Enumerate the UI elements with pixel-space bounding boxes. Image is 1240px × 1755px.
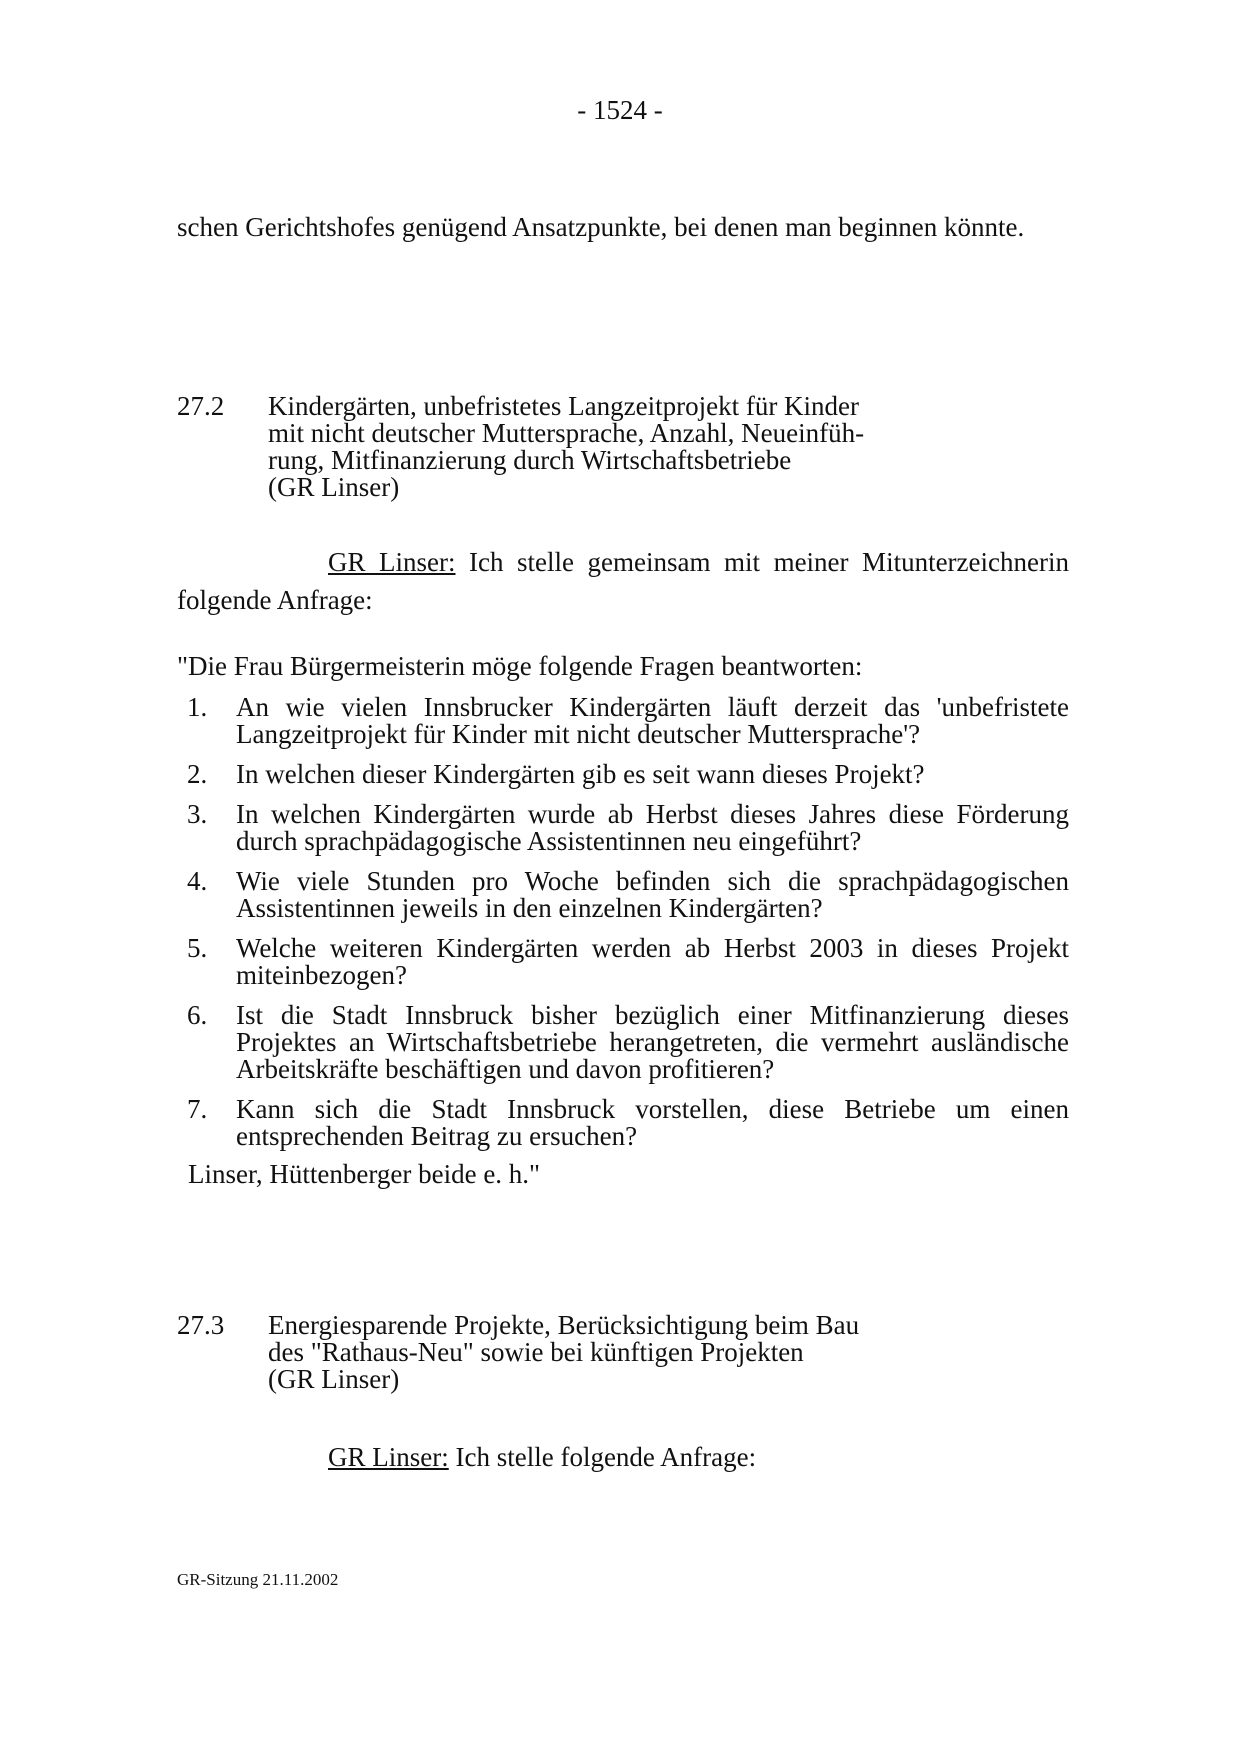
intro-paragraph: schen Gerichtshofes genügend Ansatzpunkte, bei denen man beginnen könnte. xyxy=(177,212,1025,242)
question-list xyxy=(177,694,1069,1163)
question-item xyxy=(177,801,1069,855)
section-27-3-heading xyxy=(177,1312,937,1393)
question-number: 3. xyxy=(187,799,208,829)
section-title xyxy=(268,1312,937,1393)
speaker-name: GR Linser: xyxy=(328,1442,449,1472)
question-text: In welchen Kindergärten wurde ab Herbst dieses Jahres diese Förderung durch sprachpädagogische Assistentinnen neu eingeführt? xyxy=(236,799,1069,856)
page-number: - 1524 - xyxy=(577,95,663,125)
section-title-line: mit nicht deutscher Muttersprache, Anzahl, Neueinfüh- xyxy=(268,418,865,448)
speaker-statement xyxy=(177,543,1069,619)
footer-session-date: GR-Sitzung 21.11.2002 xyxy=(177,1570,339,1589)
question-text: Wie viele Stunden pro Woche befinden sich die sprachpädagogischen Assistentinnen jeweils in den einzelnen Kindergärten? xyxy=(236,866,1069,923)
question-text: In welchen dieser Kindergärten gib es seit wann dieses Projekt? xyxy=(236,759,925,789)
statement-text: Ich stelle folgende Anfrage: xyxy=(448,1442,757,1472)
section-number: 27.3 xyxy=(177,1310,225,1340)
question-number: 4. xyxy=(187,866,208,896)
question-item xyxy=(177,1096,1069,1150)
question-number: 7. xyxy=(187,1094,208,1124)
section-title-line: (GR Linser) xyxy=(268,472,400,502)
section-number: 27.2 xyxy=(177,391,225,421)
section-27-2-heading xyxy=(177,393,937,501)
question-number: 6. xyxy=(187,1000,208,1030)
question-item xyxy=(177,868,1069,922)
question-item xyxy=(177,761,1069,788)
statement-text: Ich stelle gemeinsam mit meiner Mitunterzeichnerin folgende Anfrage: xyxy=(177,547,1069,615)
section-title-line: Kindergärten, unbefristetes Langzeitprojekt für Kinder xyxy=(268,391,860,421)
question-item xyxy=(177,935,1069,989)
question-item xyxy=(177,1002,1069,1083)
question-item xyxy=(177,694,1069,748)
question-text: Kann sich die Stadt Innsbruck vorstellen, diese Betriebe um einen entsprechenden Beitrag zu ersuchen? xyxy=(236,1094,1069,1151)
question-number: 1. xyxy=(187,692,208,722)
question-text: Ist die Stadt Innsbruck bisher bezüglich einer Mitfinanzierung dieses Projektes an Wirtschaftsbetriebe herangetreten, die vermehrt ausländische Arbeitskräfte beschäftigen und davon profitieren? xyxy=(236,1000,1069,1084)
section-title-line: (GR Linser) xyxy=(268,1364,400,1394)
speaker-statement xyxy=(177,1438,1069,1476)
section-title-line: rung, Mitfinanzierung durch Wirtschaftsbetriebe xyxy=(268,445,792,475)
question-intro: "Die Frau Bürgermeisterin möge folgende Fragen beantworten: xyxy=(177,651,863,681)
section-title xyxy=(268,393,937,501)
question-number: 2. xyxy=(187,759,208,789)
question-number: 5. xyxy=(187,933,208,963)
section-title-line: Energiesparende Projekte, Berücksichtigung beim Bau xyxy=(268,1310,860,1340)
section-title-line: des "Rathaus-Neu" sowie bei künftigen Projekten xyxy=(268,1337,804,1367)
question-text: An wie vielen Innsbrucker Kindergärten läuft derzeit das 'unbefristete Langzeitprojekt für Kinder mit nicht deutscher Muttersprache'? xyxy=(236,692,1069,749)
question-text: Welche weiteren Kindergärten werden ab Herbst 2003 in dieses Projekt miteinbezogen? xyxy=(236,933,1069,990)
speaker-name: GR Linser: xyxy=(328,547,456,577)
signature: Linser, Hüttenberger beide e. h." xyxy=(188,1159,541,1189)
